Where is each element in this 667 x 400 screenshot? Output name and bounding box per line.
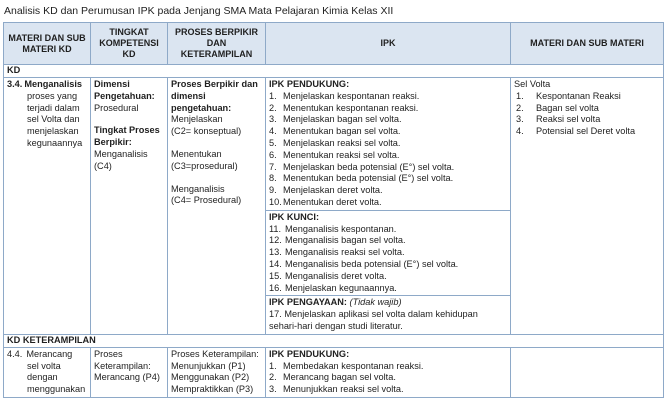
- kd44-kompetensi-cell: [91, 347, 168, 397]
- kd34-proses-item: Menentukan: [171, 148, 222, 159]
- list-item-number: 11.: [269, 223, 282, 234]
- kd34-title: Menganalisis: [24, 79, 83, 89]
- kd44-desc-line: sel volta: [27, 360, 61, 371]
- list-item: [269, 162, 507, 174]
- list-item: [269, 361, 507, 373]
- list-item-text: Menentukan bagan sel volta.: [283, 126, 401, 137]
- list-item: [269, 384, 507, 396]
- list-item-number: 13.: [269, 247, 282, 258]
- list-item-text: Menjelaskan bagan sel volta.: [283, 114, 402, 125]
- kd44-desc-line: menggunakan: [27, 384, 86, 395]
- section-label-kd: KD: [4, 65, 664, 78]
- kd44-ipk-pendukung-title: IPK PENDUKUNG:: [269, 348, 350, 359]
- list-item: [269, 259, 507, 271]
- header-materi: MATERI DAN SUB MATERI KD: [4, 23, 91, 65]
- list-item: [269, 372, 507, 384]
- list-item-number: 15.: [269, 270, 282, 281]
- kd44-number: 4.4.: [7, 348, 23, 359]
- list-item-number: 8.: [269, 173, 277, 184]
- kd34-kompetensi-cell: [91, 78, 168, 335]
- list-item: [269, 103, 507, 115]
- ipk-pendukung-title: IPK PENDUKUNG:: [269, 79, 350, 89]
- kd44-ipk-pendukung-list: [269, 361, 507, 396]
- list-item-number: 12.: [269, 235, 282, 246]
- list-item-text: Menganalisis bagan sel volta.: [285, 235, 406, 246]
- list-item: [269, 138, 507, 150]
- kd44-row: [4, 347, 664, 397]
- list-item: [269, 185, 507, 197]
- kd44-desc-line: Merancang: [26, 348, 73, 359]
- kd34-number: 3.4.: [7, 79, 23, 89]
- list-item-text: Membedakan kespontanan reaksi.: [283, 360, 424, 371]
- kd44-materi-sub-cell: [511, 347, 664, 397]
- list-item-text: Menganalisis reaksi sel volta.: [285, 247, 405, 258]
- list-item-text: Potensial sel Deret volta: [536, 126, 636, 137]
- kd44-kompetensi-value: Merancang (P4): [94, 372, 160, 383]
- list-item: [514, 91, 660, 103]
- ipk-kunci-list: [269, 224, 507, 295]
- list-item-number: 2.: [269, 372, 277, 383]
- list-item-number: 10.: [269, 196, 282, 207]
- ipk-pengayaan-heading: [269, 297, 507, 309]
- materi-title: Sel Volta: [514, 79, 551, 89]
- list-item-text: Merancang bagan sel volta.: [283, 372, 396, 383]
- list-item-number: 3.: [516, 114, 524, 125]
- kd44-proses-item: Mempraktikkan (P3): [171, 384, 254, 395]
- kd34-proses-item-level: (C3=prosedural): [171, 160, 238, 171]
- list-item: [269, 173, 507, 185]
- list-item-number: 14.: [269, 258, 282, 269]
- list-item-text: Menjelaskan beda potensial (E°) sel volta.: [283, 161, 455, 172]
- header-row: [4, 23, 664, 65]
- kd34-tingkat-label: Tingkat Proses Berpikir:: [94, 125, 160, 148]
- list-item-number: 3.: [269, 384, 277, 395]
- list-item: [269, 91, 507, 103]
- kd34-statement: [7, 79, 87, 91]
- list-item-text: Menentukan deret volta.: [283, 196, 382, 207]
- kd44-proses-item: Menunjukkan (P1): [171, 360, 246, 371]
- list-item-text: Menunjukkan reaksi sel volta.: [283, 384, 404, 395]
- list-item-number: 7.: [269, 161, 277, 172]
- ipk-kunci-title: IPK KUNCI:: [269, 211, 320, 222]
- kd34-row: [4, 78, 664, 211]
- kd44-proses-cell: [168, 347, 266, 397]
- list-item-number: 2.: [516, 102, 524, 113]
- kd34-description: proses yang terjadi dalam sel Volta dan menjelaskan kegunaannya: [27, 90, 83, 148]
- list-item: [269, 271, 507, 283]
- header-kompetensi: TINGKAT KOMPETENSI KD: [91, 23, 168, 65]
- kd34-materi-sub-cell: [511, 78, 664, 335]
- kd34-proses-cell: [168, 78, 266, 335]
- list-item: [269, 247, 507, 259]
- list-item-text: Kespontanan Reaksi: [536, 90, 621, 101]
- list-item-text: Menjelaskan kegunaannya.: [285, 282, 397, 293]
- kd34-materi-cell: [4, 78, 91, 335]
- list-item-number: 16.: [269, 282, 282, 293]
- kd44-proses-label: Proses Keterampilan:: [171, 348, 259, 359]
- list-item-number: 5.: [269, 137, 277, 148]
- list-item-text: Menjelaskan deret volta.: [283, 185, 383, 196]
- kd44-materi-cell: [4, 347, 91, 397]
- materi-list: [514, 91, 660, 138]
- list-item-number: 1.: [269, 360, 277, 371]
- list-item-number: 2.: [269, 102, 277, 113]
- kd34-tingkat-value: Menganalisis (C4): [94, 148, 148, 171]
- ipk-pendukung-list: [269, 91, 507, 209]
- list-item: [269, 197, 507, 209]
- kd34-ipk-pendukung-cell: [266, 78, 511, 211]
- list-item: [514, 114, 660, 126]
- kd44-proses-item: Menggunakan (P2): [171, 372, 250, 383]
- list-item-number: 1.: [516, 90, 524, 101]
- list-item: [269, 235, 507, 247]
- kd34-proses-item: Menjelaskan: [171, 114, 223, 125]
- kd44-kompetensi-label: Proses: [94, 348, 123, 359]
- ipk-analysis-table: [3, 22, 664, 398]
- document-title: Analisis KD dan Perumusan IPK pada Jenjang SMA Mata Pelajaran Kimia Kelas XII: [4, 5, 394, 17]
- list-item-number: 9.: [269, 185, 277, 196]
- list-item-text: Menjelaskan reaksi sel volta.: [283, 137, 401, 148]
- header-ipk: IPK: [266, 23, 511, 65]
- list-item-text: Menentukan reaksi sel volta.: [283, 149, 400, 160]
- list-item: [514, 126, 660, 138]
- kd34-dimensi-label: Dimensi Pengetahuan:: [94, 79, 155, 101]
- list-item-text: Menganalisis deret volta.: [285, 270, 387, 281]
- list-item: [269, 114, 507, 126]
- kd34-ipk-pengayaan-cell: [266, 296, 511, 334]
- section-row-kd: [4, 65, 664, 78]
- kd34-proses-item-level: (C2= konseptual): [171, 126, 242, 137]
- list-item-number: 4.: [516, 126, 524, 137]
- list-item-number: 4.: [269, 126, 277, 137]
- ipk-pengayaan-note: (Tidak wajib): [349, 297, 402, 308]
- list-item-text: Menganalisis kespontanan.: [285, 223, 397, 234]
- list-item: [269, 126, 507, 138]
- list-item-text: Menganalisis beda potensial (E°) sel volta.: [285, 258, 459, 269]
- ipk-pengayaan-line: 17. Menjelaskan aplikasi sel volta dalam kehidupan: [269, 309, 478, 320]
- list-item: [269, 224, 507, 236]
- list-item: [269, 283, 507, 295]
- header-proses: PROSES BERPIKIR DAN KETERAMPILAN: [168, 23, 266, 65]
- section-row-keterampilan: [4, 334, 664, 347]
- kd44-ipk-pendukung-cell: [266, 347, 511, 397]
- list-item-number: 1.: [269, 90, 277, 101]
- kd34-proses-label: Proses Berpikir dan dimensi pengetahuan:: [171, 79, 258, 113]
- kd34-proses-item-level: (C4= Prosedural): [171, 195, 242, 206]
- kd34-dimensi-value: Prosedural: [94, 102, 139, 113]
- list-item: [269, 150, 507, 162]
- list-item-text: Menjelaskan kespontanan reaksi.: [283, 90, 420, 101]
- ipk-pengayaan-line: sehari-hari dengan studi literatur.: [269, 320, 403, 331]
- ipk-pengayaan-title: IPK PENGAYAAN:: [269, 297, 347, 308]
- kd34-ipk-kunci-cell: [266, 210, 511, 296]
- list-item-number: 6.: [269, 149, 277, 160]
- kd44-kompetensi-value: Keterampilan:: [94, 360, 151, 371]
- kd44-statement: [7, 349, 87, 361]
- kd44-desc-line: dengan: [27, 372, 58, 383]
- kd34-proses-item: Menganalisis: [171, 183, 225, 194]
- list-item-text: Reaksi sel volta: [536, 114, 601, 125]
- list-item-text: Menentukan kespontanan reaksi.: [283, 102, 419, 113]
- list-item-text: Bagan sel volta: [536, 102, 599, 113]
- list-item-text: Menentukan beda potensial (E°) sel volta.: [283, 173, 454, 184]
- list-item-number: 3.: [269, 114, 277, 125]
- list-item: [514, 103, 660, 115]
- header-materi-sub: MATERI DAN SUB MATERI: [511, 23, 664, 65]
- section-label-keterampilan: KD KETERAMPILAN: [4, 334, 664, 347]
